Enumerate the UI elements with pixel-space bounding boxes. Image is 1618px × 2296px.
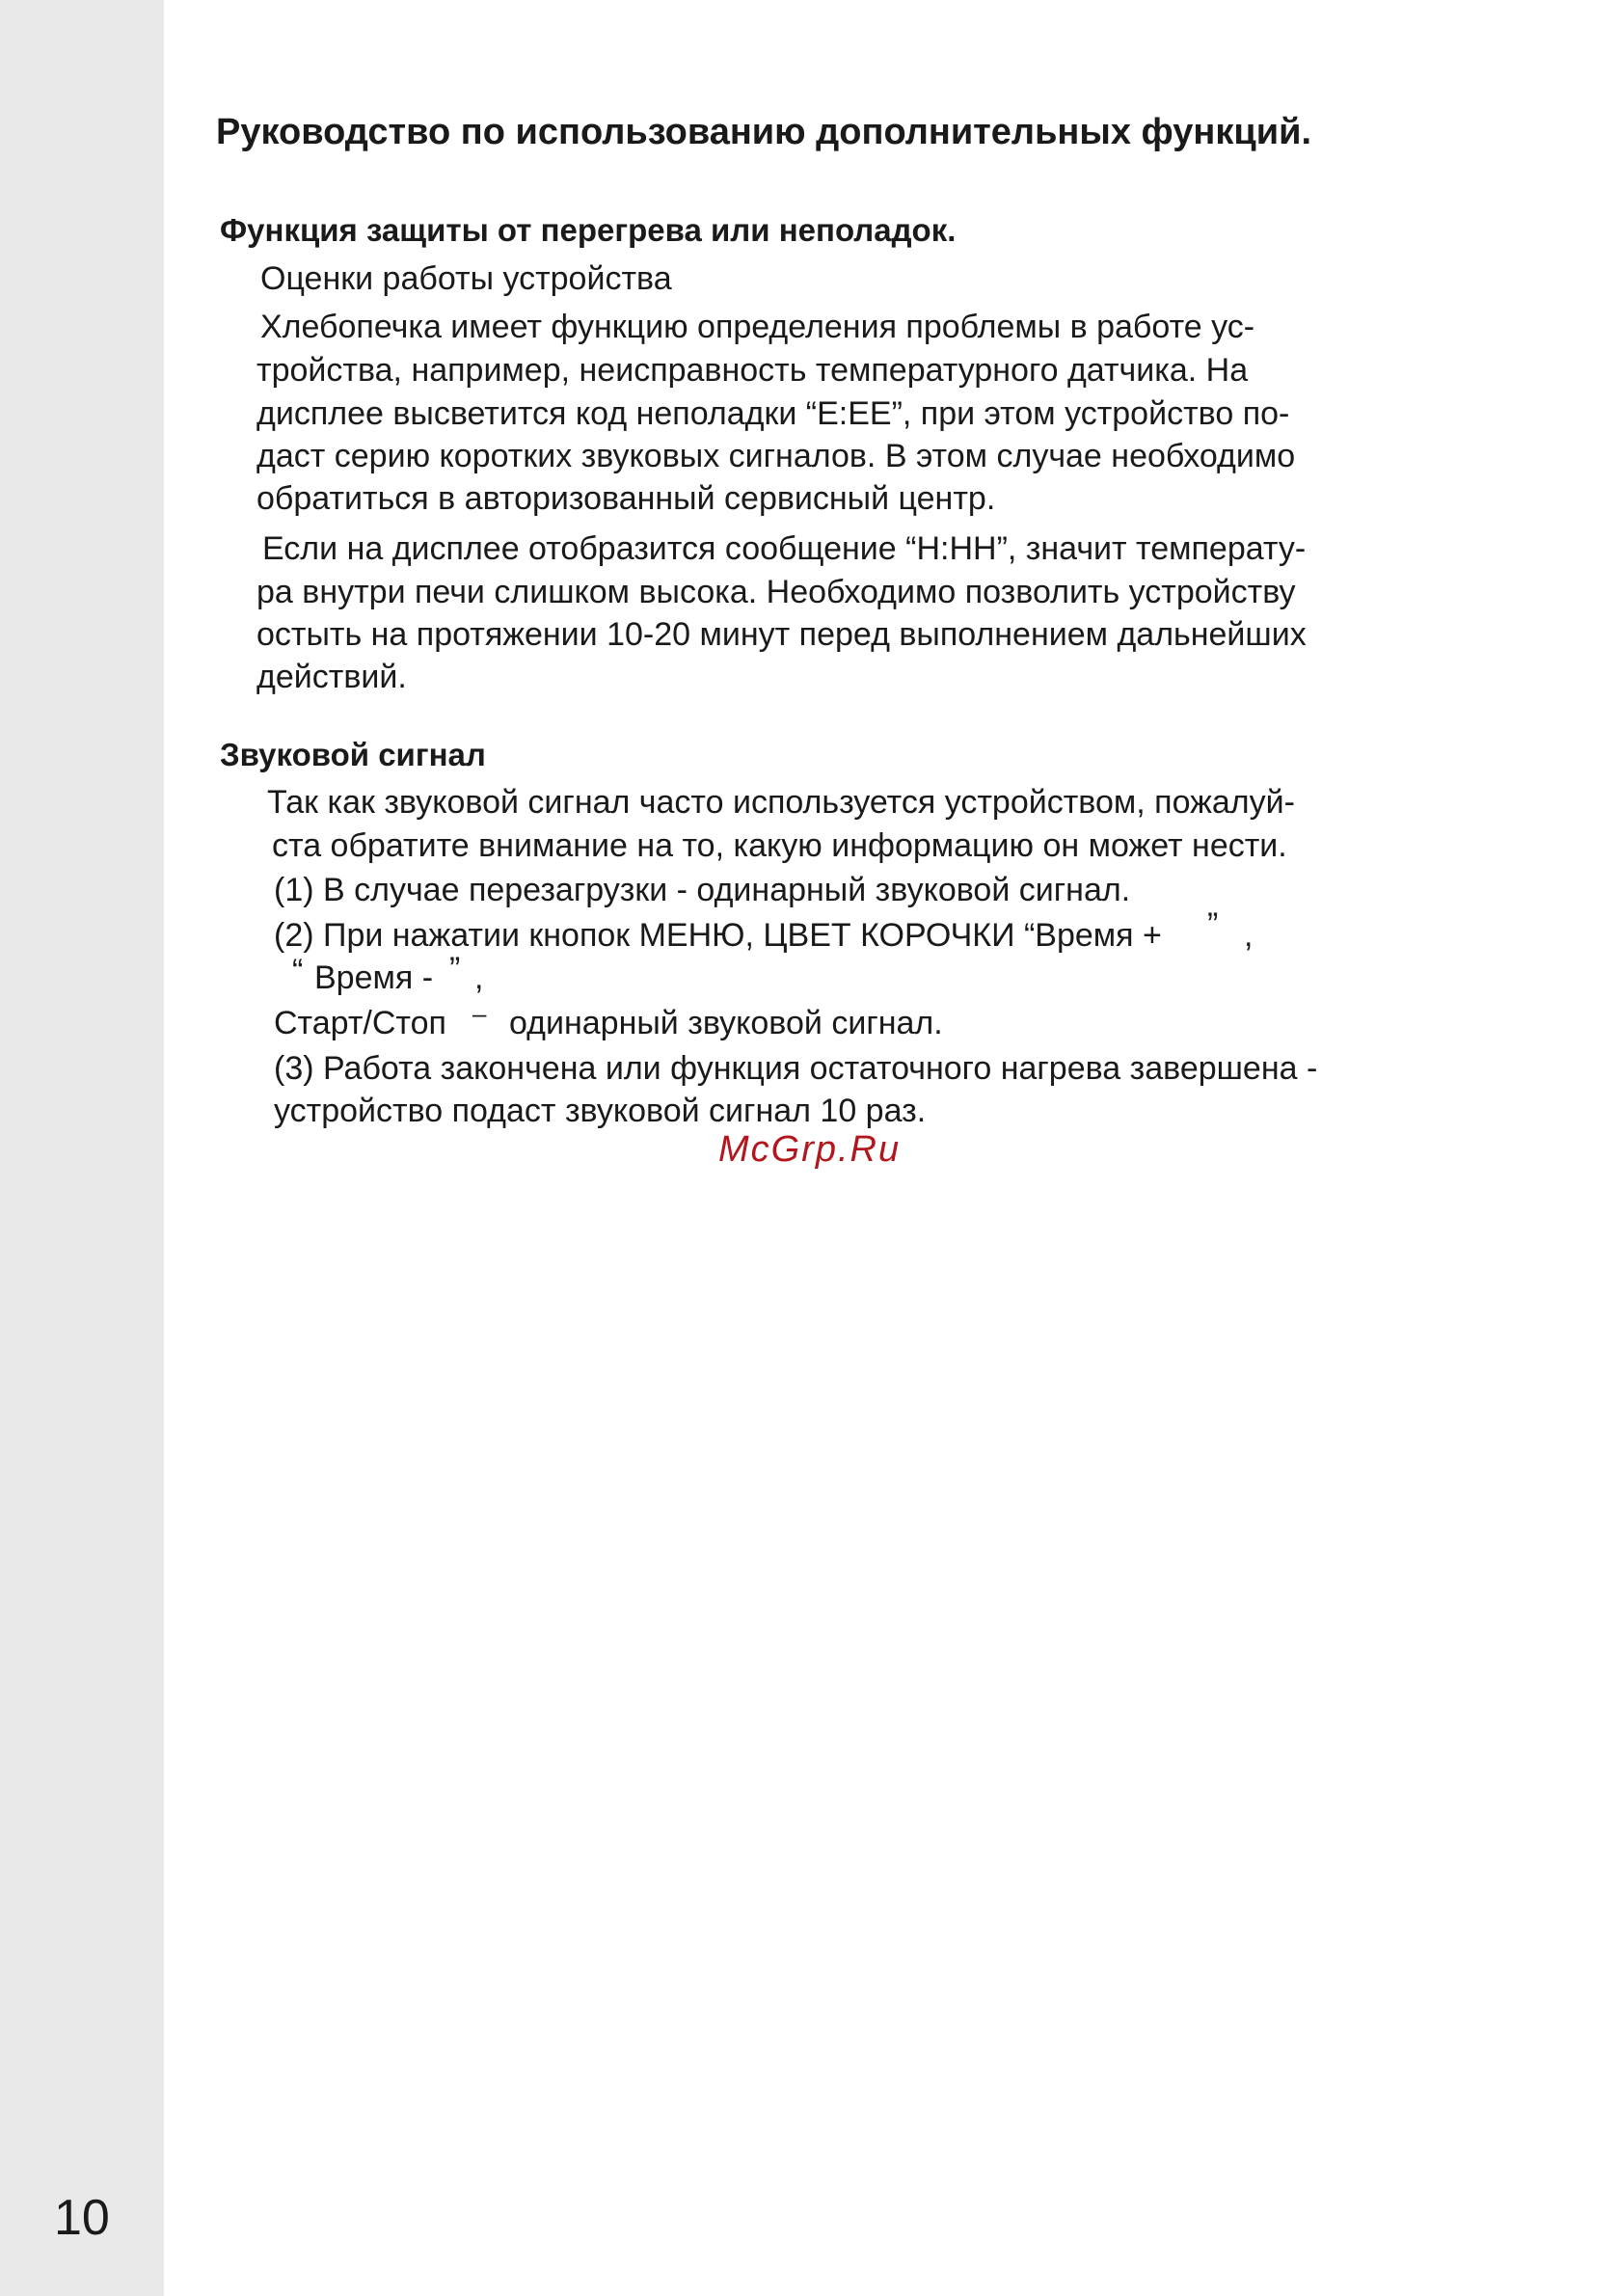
paragraph-line: Если на дисплее отобразится сообщение “H:HH”, значит температу- [262,530,1307,567]
paragraph-line: Хлебопечка имеет функцию определения проблемы в работе ус- [260,309,1255,345]
quote-mark: ” [449,951,461,987]
list-item: (1) В случае перезагрузки - одинарный звуковой сигнал. [274,872,1131,908]
paragraph-line: даст серию коротких звуковых сигналов. В этом случае необходимо [256,438,1296,474]
list-item-continuation: одинарный звуковой сигнал. [509,1005,943,1041]
page-number: 10 [54,2190,110,2246]
paragraph-line: Так как звуковой сигнал часто используется устройством, пожалуй- [267,784,1295,821]
comma-mark: , [474,959,484,996]
paragraph-line: дисплее высветится код неполадки “E:EE”, при этом устройство по- [256,395,1290,432]
list-item-continuation: устройство подаст звуковой сигнал 10 раз. [274,1093,927,1129]
watermark: McGrp.Ru [718,1129,902,1170]
paragraph-line: действий. [256,659,407,695]
dash-mark: – [472,999,487,1028]
paragraph-line: обратиться в авторизованный сервисный центр. [256,480,996,517]
section-subheading: Оценки работы устройства [260,260,672,297]
section-heading-overheat: Функция защиты от перегрева или неполадок. [220,212,957,248]
list-item: (3) Работа закончена или функция остаточного нагрева завершена - [274,1050,1318,1087]
quote-mark: “ [292,953,304,989]
paragraph-line: ра внутри печи слишком высока. Необходимо позволить устройству [256,574,1296,610]
comma-mark: , [1244,917,1254,954]
section-heading-sound-signal: Звуковой сигнал [220,737,486,772]
quote-mark: ” [1207,906,1219,943]
paragraph-line: тройства, например, неисправность температурного датчика. На [256,352,1249,389]
list-item-continuation: Старт/Стоп [274,1005,446,1041]
page-title: Руководство по использованию дополнительных функций. [216,112,1312,152]
list-item-continuation: Время - [314,959,434,996]
list-item: (2) При нажатии кнопок МЕНЮ, ЦВЕТ КОРОЧКИ “Время + [274,917,1162,954]
paragraph-line: ста обратите внимание на то, какую информацию он может нести. [272,827,1287,864]
paragraph-line: остыть на протяжении 10-20 минут перед выполнением дальнейших [256,616,1307,653]
